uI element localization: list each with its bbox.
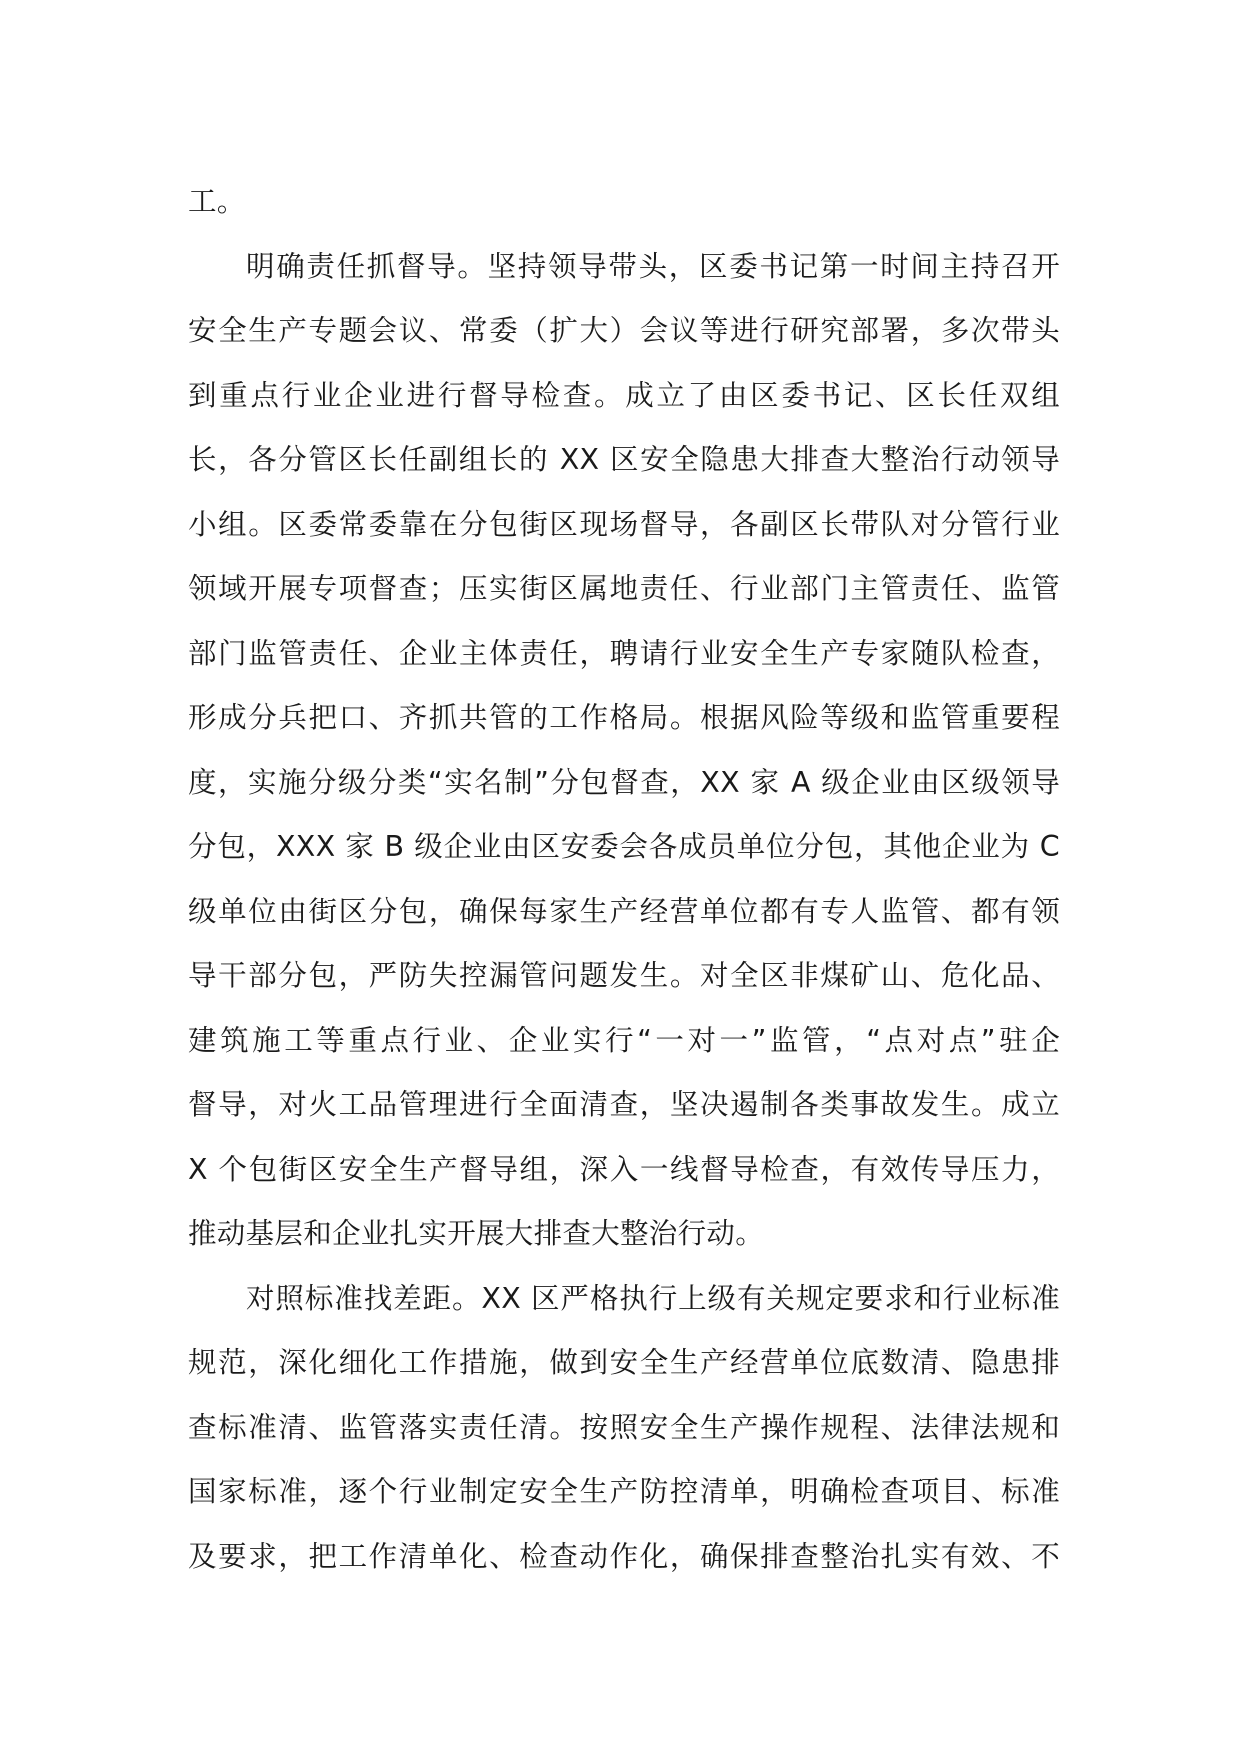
text-line: 工。 <box>188 185 246 218</box>
paragraph-responsibility-supervision <box>188 235 1060 1267</box>
text-line: 建筑施工等重点行业、企业实行“一对一”监管，“点对点”驻企 <box>188 1023 1060 1057</box>
paragraph-continuation <box>188 170 1060 235</box>
text-line: 度，实施分级分类“实名制”分包督查，XX 家 A 级企业由区级领导 <box>188 765 1060 799</box>
text-line: 及要求，把工作清单化、检查动作化，确保排查整治扎实有效、不 <box>188 1539 1060 1573</box>
text-line: 部门监管责任、企业主体责任，聘请行业安全生产专家随队检查， <box>188 636 1060 670</box>
paragraph-heading-line: 明确责任抓督导。坚持领导带头，区委书记第一时间主持召开 <box>246 249 1060 283</box>
text-line: 到重点行业企业进行督导检查。成立了由区委书记、区长任双组 <box>188 378 1060 412</box>
text-line: 国家标准，逐个行业制定安全生产防控清单，明确检查项目、标准 <box>188 1475 1060 1508</box>
paragraph-heading-line: 对照标准找差距。XX 区严格执行上级有关规定要求和行业标准 <box>246 1281 1060 1315</box>
paragraph-standards-gap <box>188 1267 1060 1590</box>
text-line: 级单位由街区分包，确保每家生产经营单位都有专人监管、都有领 <box>188 894 1060 928</box>
text-line: 长，各分管区长任副组长的 XX 区安全隐患大排查大整治行动领导 <box>188 443 1060 476</box>
text-line: 分包，XXX 家 B 级企业由区安委会各成员单位分包，其他企业为 C <box>188 830 1060 863</box>
text-line: X 个包街区安全生产督导组，深入一线督导检查，有效传导压力， <box>188 1152 1060 1186</box>
document-body <box>188 170 1060 1589</box>
text-line: 安全生产专题会议、常委（扩大）会议等进行研究部署，多次带头 <box>188 314 1060 347</box>
text-line: 督导，对火工品管理进行全面清查，坚决遏制各类事故发生。成立 <box>188 1088 1060 1121</box>
text-line: 导干部分包，严防失控漏管问题发生。对全区非煤矿山、危化品、 <box>188 959 1060 992</box>
text-line: 形成分兵把口、齐抓共管的工作格局。根据风险等级和监管重要程 <box>188 701 1060 734</box>
text-line: 推动基层和企业扎实开展大排查大整治行动。 <box>188 1217 765 1250</box>
text-line: 规范，深化细化工作措施，做到安全生产经营单位底数清、隐患排 <box>188 1346 1060 1379</box>
text-line: 领域开展专项督查；压实街区属地责任、行业部门主管责任、监管 <box>188 572 1060 605</box>
text-line: 小组。区委常委靠在分包街区现场督导，各副区长带队对分管行业 <box>188 507 1060 541</box>
text-line: 查标准清、监管落实责任清。按照安全生产操作规程、法律法规和 <box>188 1410 1060 1444</box>
